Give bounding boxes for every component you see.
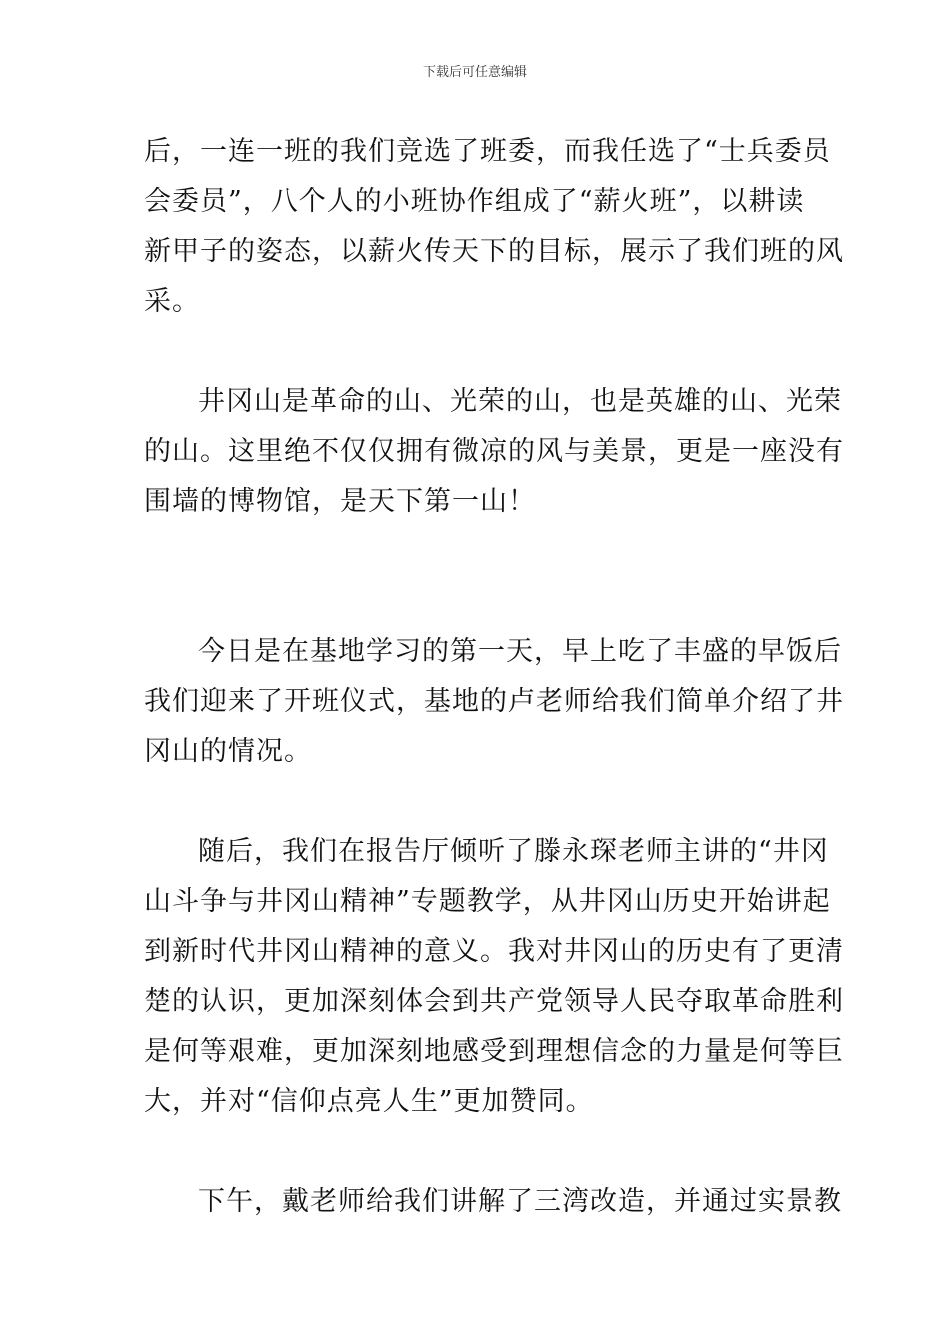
paragraph-jinggangshan-intro (144, 377, 844, 527)
text-line: 大，并对“信仰点亮人生”更加赞同。 (144, 1086, 594, 1117)
paragraph-first-day (144, 627, 844, 777)
text-line: 楚的认识，更加深刻体会到共产党领导人民夺取革命胜利 (144, 986, 844, 1017)
text-line: 是何等艰难，更加深刻地感受到理想信念的力量是何等巨 (144, 1036, 844, 1067)
text-line: 冈山的情况。 (144, 736, 312, 767)
text-line: 后，一连一班的我们竞选了班委，而我任选了“士兵委员 (144, 136, 831, 167)
text-line: 今日是在基地学习的第一天，早上吃了丰盛的早饭后 (198, 636, 842, 667)
text-line: 新甲子的姿态，以薪火传天下的目标，展示了我们班的风 (144, 236, 844, 267)
paragraph-afternoon (144, 1177, 842, 1227)
text-line: 围墙的博物馆，是天下第一山！ (144, 486, 536, 517)
text-line: 采。 (144, 286, 200, 317)
document-body (144, 127, 844, 1227)
paragraph-class-committee (144, 127, 844, 327)
text-line: 随后，我们在报告厅倾听了滕永琛老师主讲的“井冈 (198, 836, 829, 867)
text-line: 会委员”，八个人的小班协作组成了“薪火班”，以耕读 (144, 186, 805, 217)
paragraph-lecture (144, 827, 844, 1127)
text-line: 的山。这里绝不仅仅拥有微凉的风与美景，更是一座没有 (144, 436, 844, 467)
text-line: 我们迎来了开班仪式，基地的卢老师给我们简单介绍了井 (144, 686, 844, 717)
text-line: 井冈山是革命的山、光荣的山，也是英雄的山、光荣 (198, 386, 842, 417)
page-header-note: 下载后可任意编辑 (422, 65, 527, 80)
text-line: 到新时代井冈山精神的意义。我对井冈山的历史有了更清 (144, 936, 844, 967)
text-line: 山斗争与井冈山精神”专题教学，从井冈山历史开始讲起 (144, 886, 831, 917)
text-line: 下午，戴老师给我们讲解了三湾改造，并通过实景教 (198, 1186, 842, 1217)
